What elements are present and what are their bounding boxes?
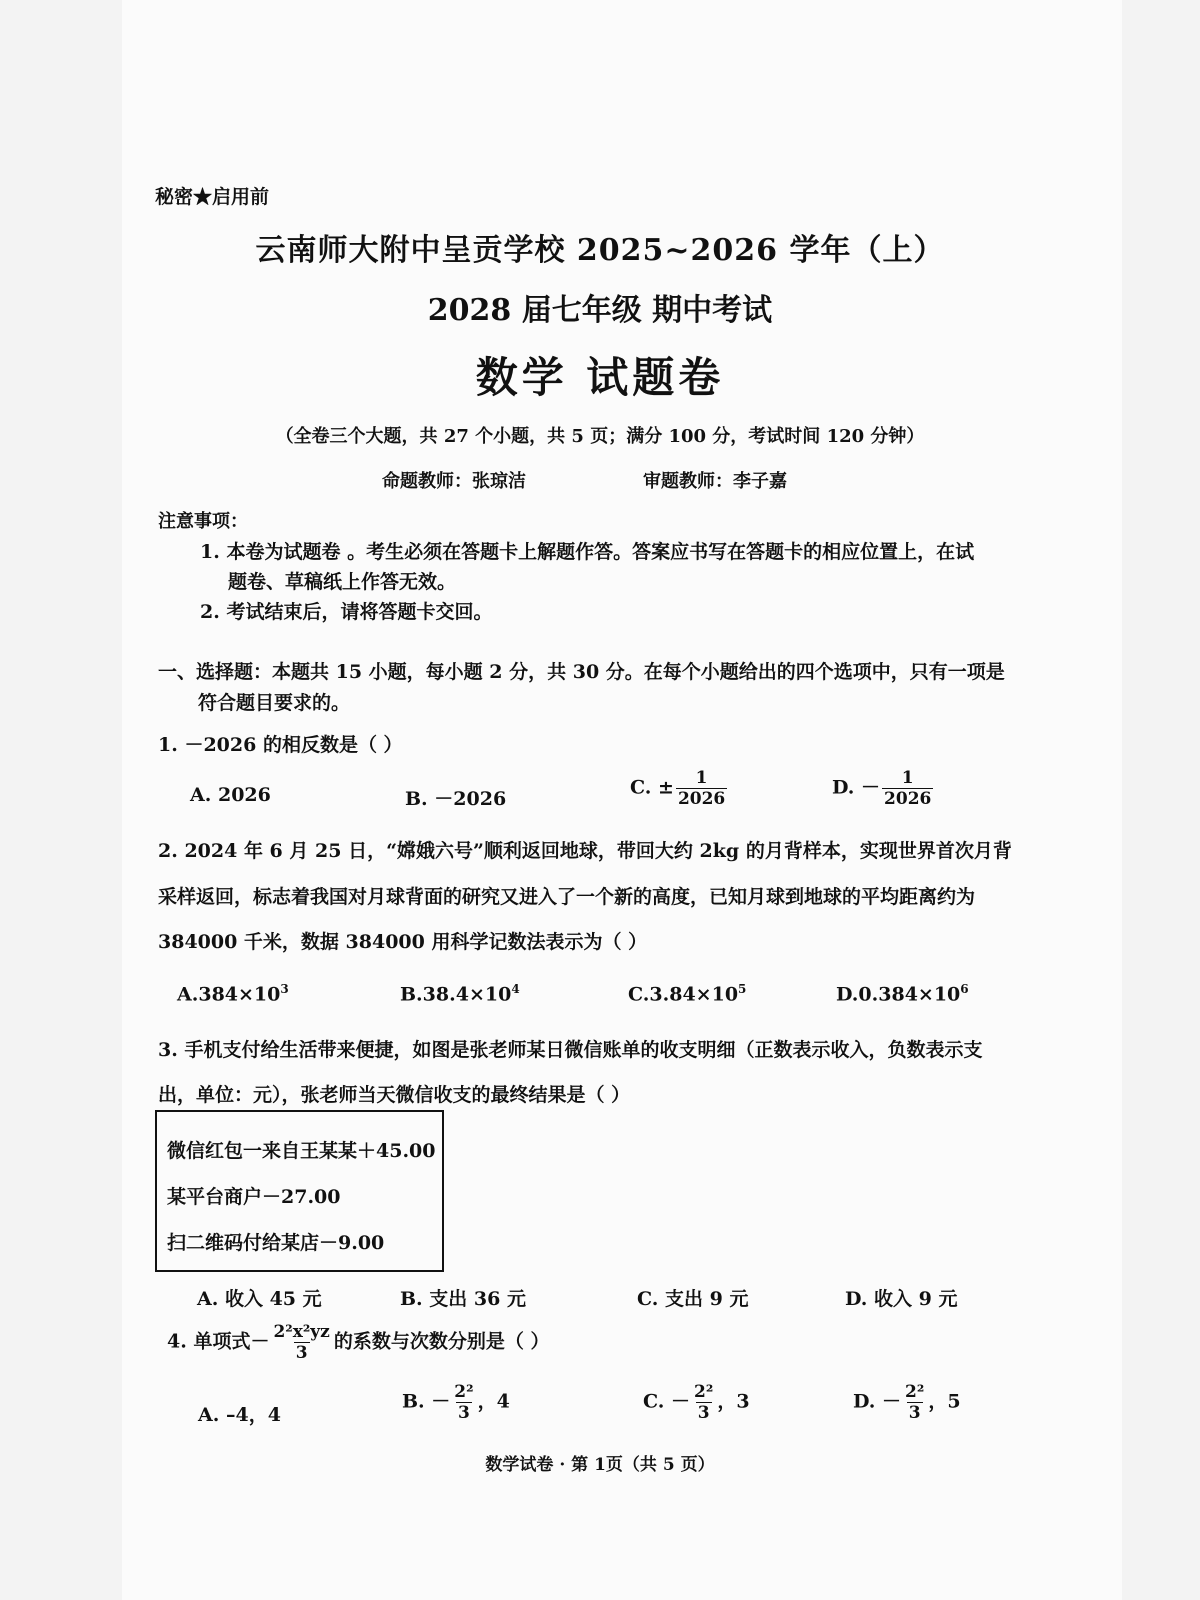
q1-option-b: B. －2026 — [405, 788, 507, 810]
q2-option-c: $C.3.84\times 10^5$ — [628, 982, 747, 1006]
q1-option-a: A. 2026 — [190, 784, 271, 806]
setter-teacher: 命题教师：张琼洁 — [382, 471, 526, 492]
q2-option-a: $A.384\times 10^3$ — [177, 982, 289, 1006]
question-3-line2: 出，单位：元），张老师当天微信收支的最终结果是（ ） — [158, 1084, 631, 1106]
bill-line: 微信红包一来自王某某＋45.00 — [167, 1140, 436, 1162]
exam-title-line2: 2028 届七年级 期中考试 — [427, 293, 773, 328]
q3-option-c: C. 支出 9 元 — [637, 1288, 749, 1310]
q2-option-b: $B.38.4\times 10^4$ — [400, 982, 520, 1006]
bill-line: 某平台商户－27.00 — [167, 1186, 341, 1208]
exam-title-line3: 数学 试题卷 — [475, 353, 725, 402]
wechat-bill-box — [155, 1110, 444, 1272]
q3-option-d: D. 收入 9 元 — [845, 1288, 958, 1310]
bill-line: 扫二维码付给某店－9.00 — [167, 1232, 385, 1254]
q4-option-c: C. － $\frac{\text{2²}}{3}$ ，3 — [643, 1382, 750, 1423]
q4-option-b: B. － $\frac{\text{2²}}{3}$ ，4 — [402, 1382, 510, 1423]
q4-option-a: A. –4，4 — [198, 1404, 281, 1426]
question-2-line2: 采样返回，标志着我国对月球背面的研究又进入了一个新的高度，已知月球到地球的平均距离约为 — [158, 886, 976, 908]
question-3-line1: 3. 手机支付给生活带来便捷，如图是张老师某日微信账单的收支明细（正数表示收入，负数表示支 — [158, 1039, 983, 1061]
notes-item-2: 2. 考试结束后，请将答题卡交回。 — [200, 601, 493, 623]
section-heading-cont: 符合题目要求的。 — [198, 692, 351, 714]
q1-option-d: D. － $\frac{1}{2026}$ — [832, 768, 932, 809]
q4-option-d: D. － $\frac{\text{2²}}{3}$ ，5 — [853, 1382, 961, 1423]
q3-option-b: B. 支出 36 元 — [400, 1288, 526, 1310]
exam-info: （全卷三个大题，共 27 个小题，共 5 页；满分 100 分，考试时间 120 分钟） — [275, 426, 925, 447]
reviewer-teacher: 审题教师：李子嘉 — [643, 471, 787, 492]
q3-option-a: A. 收入 45 元 — [197, 1288, 322, 1310]
confidential-label: 秘密★启用前 — [155, 186, 270, 208]
q1-option-c: C. ± $\frac{1}{2026}$ — [630, 768, 726, 809]
exam-title-line1: 云南师大附中呈贡学校 2025~2026 学年（上） — [255, 233, 945, 268]
notes-item-1: 1. 本卷为试题卷 。考生必须在答题卡上解题作答。答案应书写在答题卡的相应位置上，在试 — [200, 541, 975, 563]
question-2-line3: 384000 千米，数据 384000 用科学记数法表示为（ ） — [158, 931, 648, 953]
question-1-stem: 1. －2026 的相反数是（ ） — [158, 734, 403, 756]
page-footer: 数学试卷 · 第 1页（共 5 页） — [485, 1455, 715, 1475]
section-heading: 一、选择题：本题共 15 小题，每小题 2 分，共 30 分。在每个小题给出的四个选项中，只有一项是 — [158, 661, 1005, 683]
notes-heading: 注意事项： — [158, 511, 248, 532]
question-4-stem: 4. 单项式－ $\frac{\text{2²x²yz}}{3}$ 的系数与次数分别是（ ） — [167, 1322, 550, 1363]
question-2-line1: 2. 2024 年 6 月 25 日，“嫦娥六号”顺利返回地球，带回大约 2kg 的月背样本，实现世界首次月背 — [158, 840, 1012, 862]
notes-item-1-cont: 题卷、草稿纸上作答无效。 — [228, 571, 457, 593]
q2-option-d: $D.0.384\times 10^6$ — [836, 982, 969, 1006]
